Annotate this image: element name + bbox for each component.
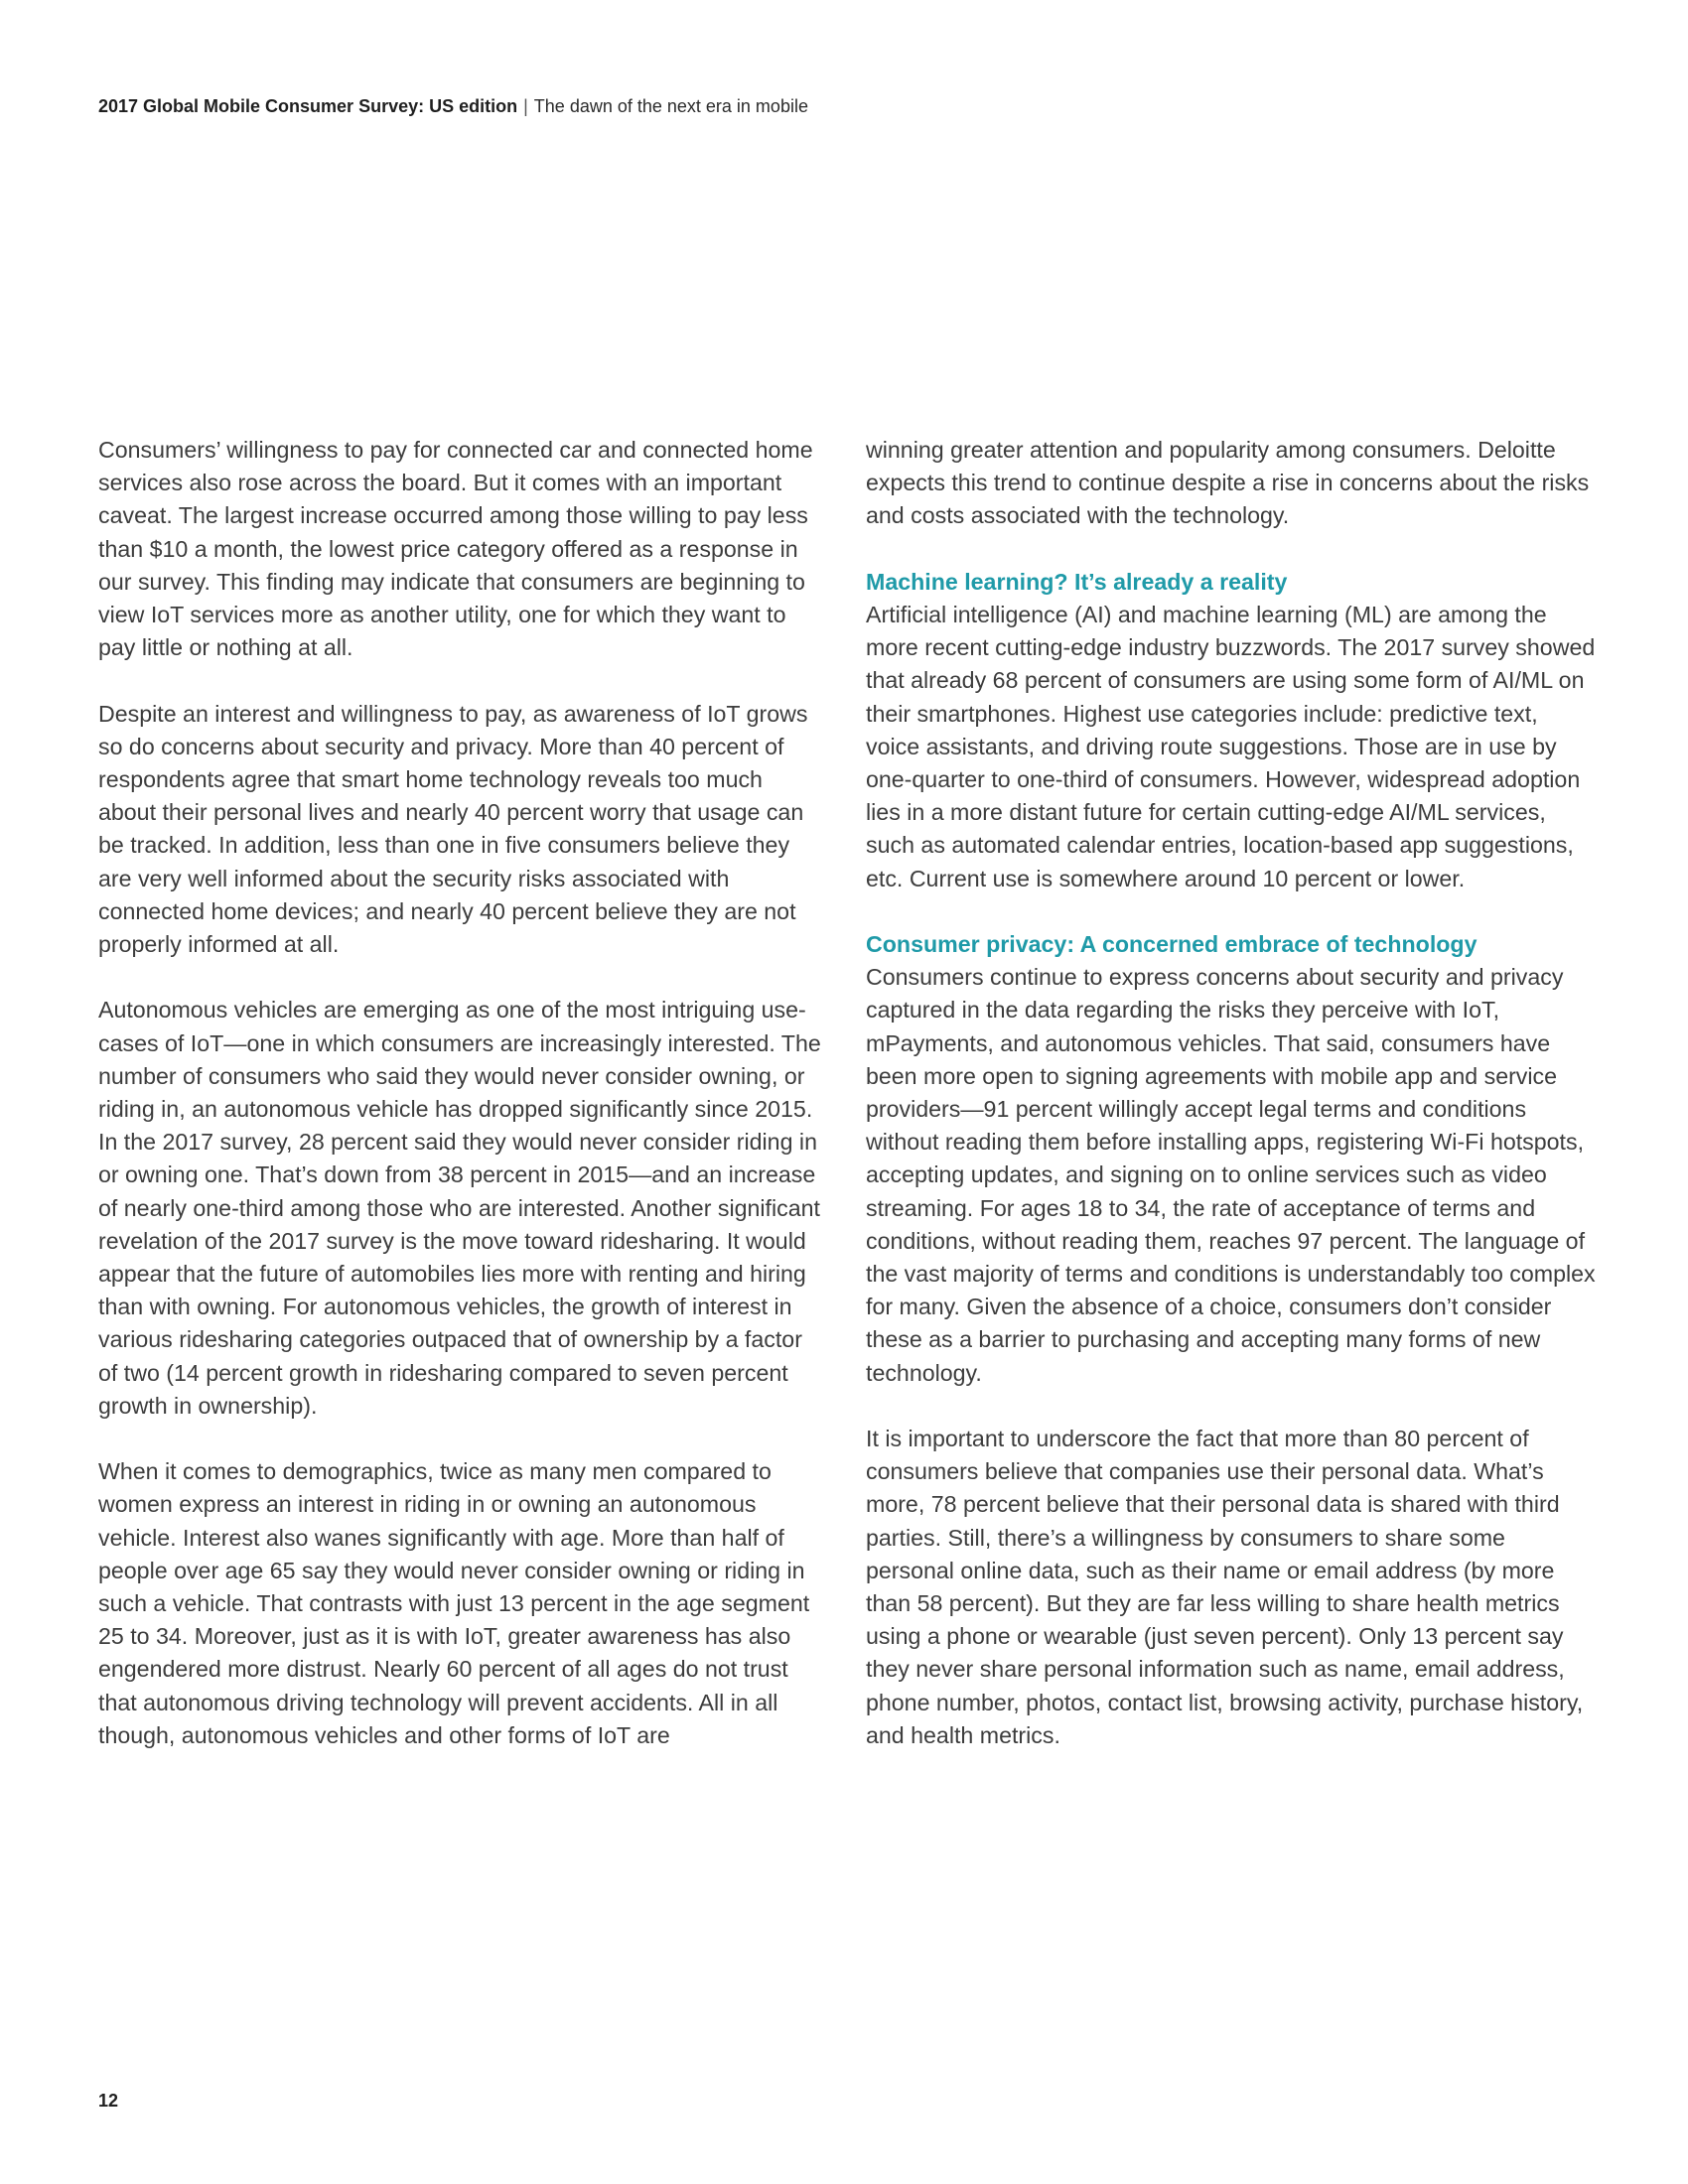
paragraph-privacy-terms: Consumers continue to express concerns about security and privacy captured in the data regarding the risks they perceive with IoT, mPayments, and autonomous vehicles. That said, consumers have been more open to signing agreements with mobile app and service providers—91 percent willingly accept legal terms and conditions without reading them before installing apps, registering Wi-Fi hotspots, accepting updates, and signing on to online services such as video streaming. For ages 18 to 34, the rate of acceptance of terms and conditions, without reading them, reaches 97 percent. The language of the vast majority of terms and conditions is understandably too complex for many. Given the absence of a choice, consumers don’t consider these as a barrier to purchasing and accepting many forms of new technology. (866, 964, 1596, 1386)
document-title: 2017 Global Mobile Consumer Survey: US edition (98, 96, 518, 116)
paragraph-continuation: winning greater attention and popularity among consumers. Deloitte expects this trend to continue despite a rise in concerns about the risks and costs associated with the technology. (866, 437, 1590, 529)
left-column (98, 434, 823, 1752)
right-column (866, 434, 1596, 1752)
heading-consumer-privacy: Consumer privacy: A concerned embrace of technology (866, 931, 1477, 958)
paragraph-autonomous-vehicles: Autonomous vehicles are emerging as one of the most intriguing use-cases of IoT—one in which consumers are increasingly interested. The number of consumers who said they would never consider owning, or riding in, an autonomous vehicle has dropped significantly since 2015. In the 2017 survey, 28 percent said they would never consider riding in or owning one. That’s down from 38 percent in 2015—and an increase of nearly one-third among those who are interested. Another significant revelation of the 2017 survey is the move toward ridesharing. It would appear that the future of automobiles lies more with renting and hiring than with owning. For autonomous vehicles, the growth of interest in various ridesharing categories outpaced that of ownership by a factor of two (14 percent growth in ridesharing compared to seven percent growth in ownership). (98, 997, 821, 1419)
paragraph-personal-data: It is important to underscore the fact that more than 80 percent of consumers believe that companies use their personal data. What’s more, 78 percent believe that their personal data is shared with third parties. Still, there’s a willingness by consumers to share some personal online data, such as their name or email address (by more than 58 percent). But they are far less willing to share health metrics using a phone or wearable (just seven percent). Only 13 percent say they never share personal information such as name, email address, phone number, photos, contact list, browsing activity, purchase history, and health metrics. (866, 1426, 1584, 1748)
paragraph-demographics: When it comes to demographics, twice as many men compared to women express an interest in riding in or owning an autonomous vehicle. Interest also wanes significantly with age. More than half of people over age 65 say they would never consider owning or riding in such a vehicle. That contrasts with just 13 percent in the age segment 25 to 34. Moreover, just as it is with IoT, greater awareness has also engendered more distrust. Nearly 60 percent of all ages do not trust that autonomous driving technology will prevent accidents. All in all though, autonomous vehicles and other forms of IoT are (98, 1458, 810, 1748)
heading-machine-learning: Machine learning? It’s already a reality (866, 568, 1288, 595)
paragraph-security-concerns: Despite an interest and willingness to pay, as awareness of IoT grows so do concerns about security and privacy. More than 40 percent of respondents agree that smart home technology reveals too much about their personal lives and nearly 40 percent worry that usage can be tracked. In addition, less than one in five consumers believe they are very well informed about the security risks associated with connected home devices; and nearly 40 percent believe they are not properly informed at all. (98, 700, 808, 958)
header-separator: | (523, 96, 528, 116)
page-number: 12 (98, 2091, 119, 2111)
paragraph-machine-learning: Artificial intelligence (AI) and machine learning (ML) are among the more recent cutting-edge industry buzzwords. The 2017 survey showed that already 68 percent of consumers are using some form of AI/ML on their smartphones. Highest use categories include: predictive text, voice assistants, and driving route suggestions. Those are in use by one-quarter to one-third of consumers. However, widespread adoption lies in a more distant future for certain cutting-edge AI/ML services, such as automated calendar entries, location-based app suggestions, etc. Current use is somewhere around 10 percent or lower. (866, 602, 1596, 891)
paragraph-willingness-to-pay: Consumers’ willingness to pay for connected car and connected home services also rose across the board. But it comes with an important caveat. The largest increase occurred among those willing to pay less than $10 a month, the lowest price category offered as a response in our survey. This finding may indicate that consumers are beginning to view IoT services more as another utility, one for which they want to pay little or nothing at all. (98, 437, 813, 661)
document-subtitle: The dawn of the next era in mobile (533, 96, 808, 116)
running-header (98, 94, 808, 118)
